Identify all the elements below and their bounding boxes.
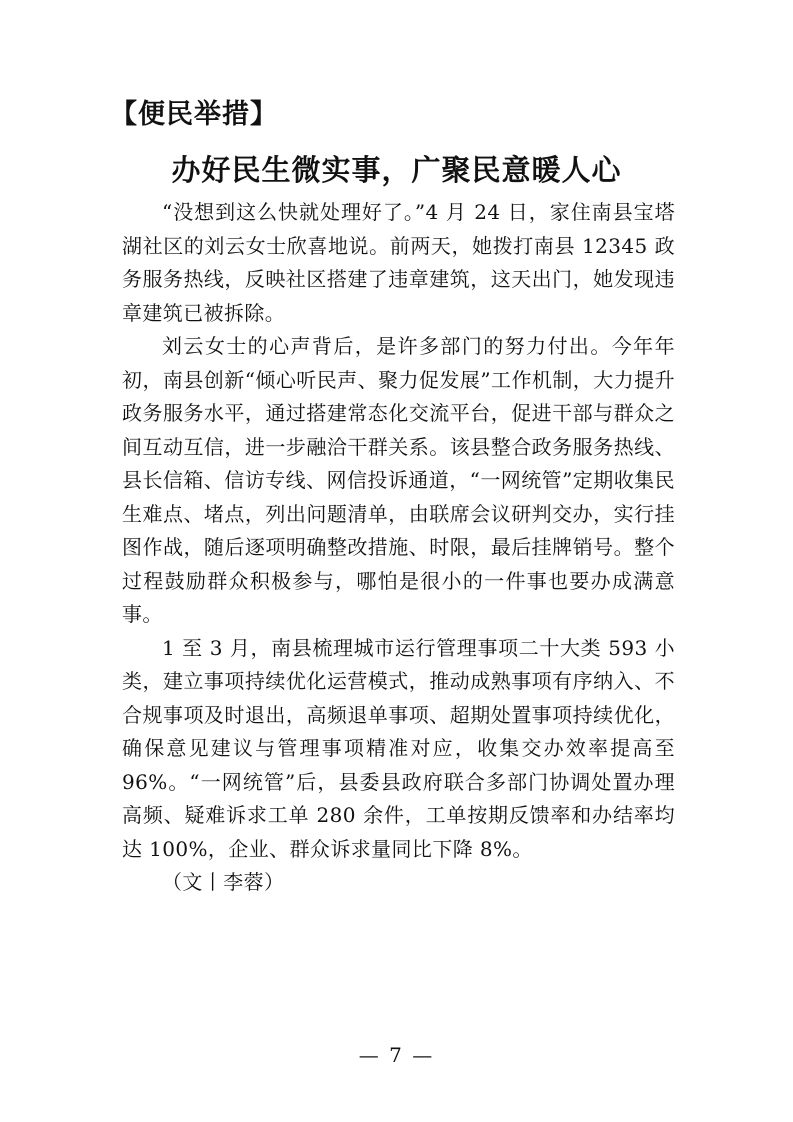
- article-title: 办好民生微实事，广聚民意暖人心: [171, 153, 622, 187]
- section-tag: 【便民举措】: [110, 99, 278, 130]
- paragraph-3: 1 至 3 月，南县梳理城市运行管理事项二十大类 593 小类，建立事项持续优化运营模式，推动成熟事项有序纳入、不合规事项及时退出，高频退单事项、超期处置事项持续优化，确保意见建议与管理事项精准对应，收集交办效率提高至 96%。“一网统管”后，县委县政府联合多部门协调处置办理高频、疑难诉求工单 280 余件，工单按期反馈率和办结率均达 100%，企业、群众诉求量同比下降 8%。: [122, 635, 675, 861]
- page-number: — 7 —: [358, 1043, 435, 1067]
- article-body: [122, 196, 675, 900]
- byline: （文丨李蓉）: [162, 870, 285, 894]
- paragraph-2: 刘云女士的心声背后，是许多部门的努力付出。今年年初，南县创新“倾心听民声、聚力促发展”工作机制，大力提升政务服务水平，通过搭建常态化交流平台，促进干部与群众之间互动互信，进一步融洽干群关系。该县整合政务服务热线、县长信箱、信访专线、网信投诉通道，“一网统管”定期收集民生难点、堵点，列出问题清单，由联席会议研判交办，实行挂图作战，随后逐项明确整改措施、时限，最后挂牌销号。整个过程鼓励群众积极参与，哪怕是很小的一件事也要办成满意事。: [122, 334, 675, 626]
- paragraph-1: “没想到这么快就处理好了。”4 月 24 日，家住南县宝塔湖社区的刘云女士欣喜地说。前两天，她拨打南县 12345 政务服务热线，反映社区搭建了违章建筑，这天出门，她发现违章建筑已被拆除。: [122, 200, 675, 325]
